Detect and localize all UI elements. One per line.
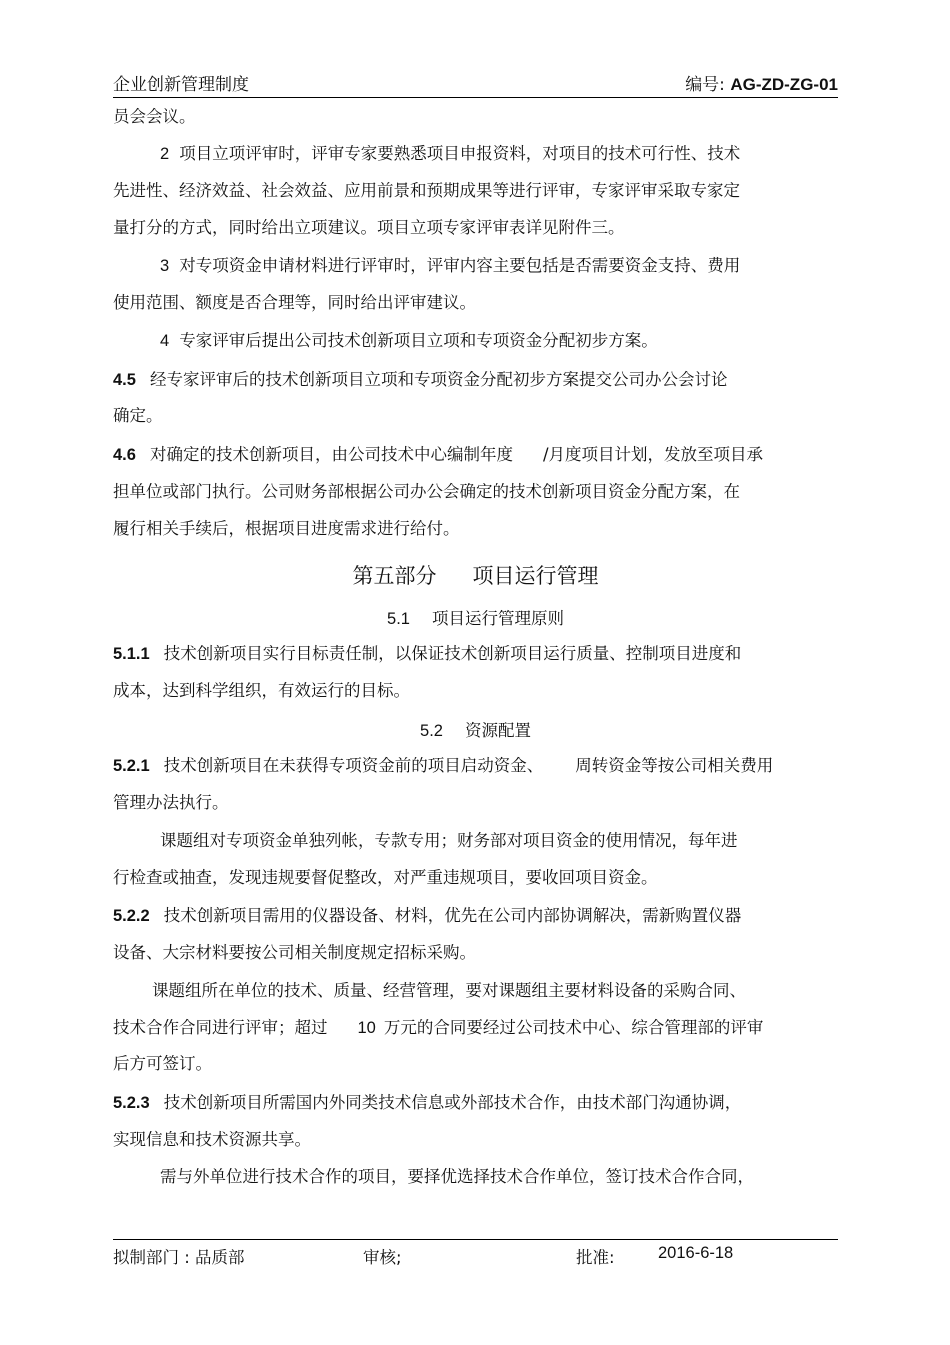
clause-number: 5.2.3 [113,1094,150,1112]
text-line: 担单位或部门执行。公司财务部根据公司办公会确定的技术创新项目资金分配方案，在 [113,482,740,501]
section-heading [113,717,838,741]
footer-rule [113,1239,838,1240]
clause-text: 经专家评审后的技术创新项目立项和专项资金分配初步方案提交公司办公会讨论 [149,370,728,389]
text-line: 确定。 [113,406,163,425]
text-line: 员会会议。 [113,107,196,126]
section-number: 5.1 [387,610,410,628]
text-line [113,643,741,665]
clause-number: 4.5 [113,371,136,389]
text-line: 管理办法执行。 [113,793,229,812]
document-code [685,70,838,95]
section-title: 项目运行管理原则 [431,609,564,628]
text-line: 成本，达到科学组织，有效运行的目标。 [113,681,410,700]
clause-number: 5.2.1 [113,757,150,775]
approver-field: 批准: [576,1248,615,1267]
section-heading [113,605,838,629]
item-text: 专家评审后提出公司技术创新项目立项和专项资金分配初步方案。 [179,331,658,350]
text-line [113,1017,763,1039]
text-line: 设备、大宗材料要按公司相关制度规定招标采购。 [113,943,476,962]
clause-text: 技术合作合同进行评审；超过 [113,1018,328,1037]
text-line: 课题组对专项资金单独列帐，专款专用；财务部对项目资金的使用情况，每年进 [160,831,738,850]
clause-text: 周转资金等按公司相关费用 [575,756,774,775]
text-line: 课题组所在单位的技术、质量、经营管理，要对课题组主要材料设备的采购合同、 [152,981,746,1000]
item-number: 2 [160,145,170,163]
document-date: 2016-6-18 [658,1244,734,1262]
clause-text: 技术创新项目在未获得专项资金前的项目启动资金、 [163,756,544,775]
document-title: 企业创新管理制度 [113,75,249,95]
text-line [113,369,727,391]
part-heading [113,560,838,590]
text-line [113,755,773,777]
clause-text: /月度项目计划，发放至项目承 [542,445,763,464]
text-line [113,905,741,927]
section-title: 资源配置 [464,721,531,740]
document-code-label: 编号: [685,75,725,95]
text-line: 行检查或抽查，发现违规要督促整改，对严重违规项目，要收回项目资金。 [113,868,658,887]
clause-text: 万元的合同要经过公司技术中心、综合管理部的评审 [383,1018,764,1037]
text-line: 先进性、经济效益、社会效益、应用前景和预期成果等进行评审，专家评审采取专家定 [113,181,740,200]
clause-number: 5.1.1 [113,645,150,663]
text-line: 履行相关手续后，根据项目进度需求进行给付。 [113,519,460,538]
reviewer-field: 审核; [363,1248,402,1267]
section-number: 5.2 [420,722,443,740]
clause-text: 对确定的技术创新项目，由公司技术中心编制年度 [149,445,513,464]
item-number: 3 [160,257,170,275]
part-heading-number: 第五部分 [352,564,437,588]
part-heading-title: 项目运行管理 [472,564,599,588]
clause-number: 4.6 [113,446,136,464]
text-line: 需与外单位进行技术合作的项目，要择优选择技术合作单位，签订技术合作合同， [160,1167,754,1186]
drafting-department: 拟制部门 : 品质部 [113,1248,245,1267]
text-line [160,143,740,165]
text-line: 实现信息和技术资源共享。 [113,1130,311,1149]
item-text: 项目立项评审时，评审专家要熟悉项目申报资料，对项目的技术可行性、技术 [179,144,741,163]
clause-text: 技术创新项目所需国内外同类技术信息或外部技术合作，由技术部门沟通协调， [163,1093,742,1112]
item-number: 4 [160,332,170,350]
item-text: 对专项资金申请材料进行评审时，评审内容主要包括是否需要资金支持、费用 [179,256,741,275]
header-rule [113,97,838,98]
text-line [113,1092,741,1114]
text-line [160,255,740,277]
document-code-value: AG-ZD-ZG-01 [730,75,838,94]
text-line: 后方可签订。 [113,1054,212,1073]
clause-text: 技术创新项目需用的仪器设备、材料，优先在公司内部协调解决，需新购置仪器 [163,906,742,925]
clause-number: 5.2.2 [113,907,150,925]
text-line [113,444,763,466]
amount-number: 10 [357,1019,376,1037]
text-line [160,330,658,352]
text-line: 使用范围、额度是否合理等，同时给出评审建议。 [113,293,476,312]
page-header [113,66,838,96]
text-line: 量打分的方式，同时给出立项建议。项目立项专家评审表详见附件三。 [113,218,625,237]
clause-text: 技术创新项目实行目标责任制，以保证技术创新项目运行质量、控制项目进度和 [163,644,742,663]
